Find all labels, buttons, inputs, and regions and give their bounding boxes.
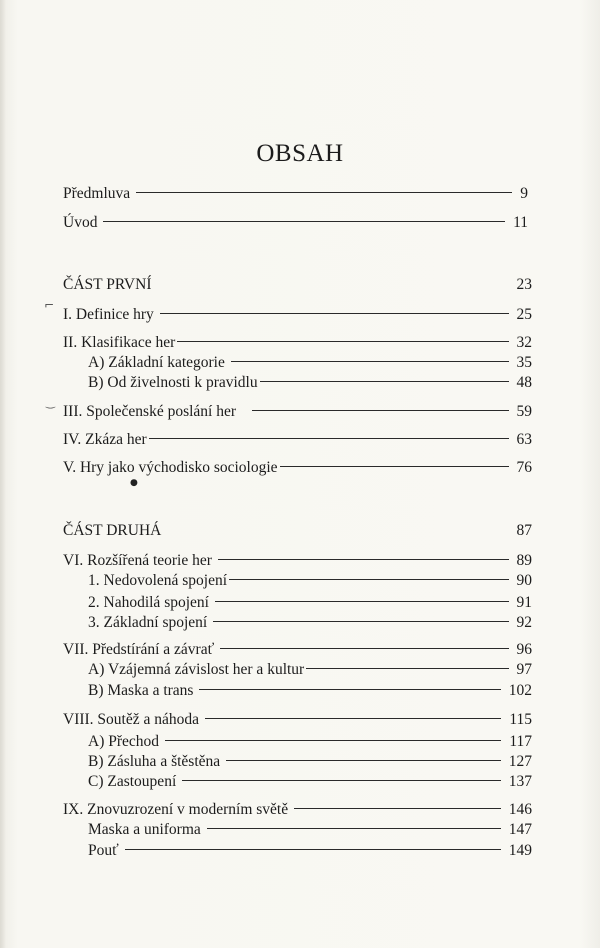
toc-entry-chapter xyxy=(63,800,532,820)
toc-leader-line xyxy=(125,849,501,850)
toc-leader-line xyxy=(226,760,501,761)
toc-entry-section xyxy=(88,593,532,613)
toc-entry-page: 90 xyxy=(516,572,532,589)
toc-entry-page: 146 xyxy=(508,801,532,818)
toc-entry-page: 48 xyxy=(516,374,532,391)
toc-leader-line xyxy=(177,341,508,342)
toc-leader-line xyxy=(149,438,509,439)
toc-entry-label: A) Základní kategorie xyxy=(88,354,225,371)
toc-entry-label: A) Přechod xyxy=(88,733,160,750)
toc-entry-label: Úvod xyxy=(63,214,98,231)
toc-leader-line xyxy=(103,221,505,222)
toc-entry-label: II. Klasifikace her xyxy=(63,334,176,351)
toc-entry-section xyxy=(88,732,532,752)
toc-leader-line xyxy=(207,828,501,829)
toc-entry-label: III. Společenské poslání her xyxy=(63,403,237,420)
toc-entry-section xyxy=(88,660,532,680)
toc-part-label: ČÁST PRVNÍ xyxy=(63,276,152,293)
toc-leader-line xyxy=(215,601,509,602)
toc-leader-line xyxy=(218,559,509,560)
toc-entry-section xyxy=(88,752,532,772)
toc-entry-chapter xyxy=(63,430,532,450)
ink-dot: ● xyxy=(130,478,138,488)
toc-entry-chapter xyxy=(63,305,532,325)
toc-entry-label: VIII. Soutěž a náhoda xyxy=(63,711,200,728)
toc-entry-label: 2. Nahodilá spojení xyxy=(88,594,209,611)
toc-entry-chapter xyxy=(63,458,532,478)
toc-leader-line xyxy=(306,668,508,669)
toc-entry-chapter xyxy=(63,333,532,353)
toc-entry-page: 35 xyxy=(516,354,532,371)
toc-entry-page: 63 xyxy=(516,431,532,448)
toc-leader-line xyxy=(294,808,501,809)
toc-part-1 xyxy=(63,275,532,295)
toc-entry-page: 117 xyxy=(509,733,532,750)
toc-entry-label: V. Hry jako východisko sociologie xyxy=(63,459,278,476)
toc-part-page: 87 xyxy=(516,522,532,539)
toc-entry-label: VI. Rozšířená teorie her xyxy=(63,552,212,569)
toc-entry-section xyxy=(88,613,532,633)
toc-entry-page: 149 xyxy=(508,842,532,859)
toc-entry-label: Maska a uniforma xyxy=(88,821,201,838)
toc-part-page: 23 xyxy=(516,276,532,293)
toc-entry-label: Předmluva xyxy=(63,185,131,202)
toc-leader-line xyxy=(229,579,508,580)
toc-entry-label: B) Od živelnosti k pravidlu xyxy=(88,374,258,391)
toc-entry-uvod xyxy=(63,213,528,233)
toc-entry-label: A) Vzájemná závislost her a kultur xyxy=(88,661,305,678)
toc-leader-line xyxy=(182,780,501,781)
toc-entry-section xyxy=(88,353,532,373)
toc-entry-page: 91 xyxy=(516,594,532,611)
toc-leader-line xyxy=(205,718,501,719)
toc-entry-section xyxy=(88,772,532,792)
toc-leader-line xyxy=(165,740,501,741)
toc-leader-line xyxy=(280,466,509,467)
toc-entry-page: 76 xyxy=(516,459,532,476)
toc-entry-chapter xyxy=(63,710,532,730)
toc-leader-line xyxy=(260,381,509,382)
toc-entry-page: 127 xyxy=(508,753,532,770)
toc-entry-page: 59 xyxy=(516,403,532,420)
toc-entry-section xyxy=(88,681,532,701)
toc-leader-line xyxy=(231,361,509,362)
toc-entry-page: 32 xyxy=(516,334,532,351)
toc-entry-page: 147 xyxy=(508,821,532,838)
toc-entry-page: 137 xyxy=(508,773,532,790)
toc-entry-label: VII. Předstírání a závrať xyxy=(63,641,215,658)
toc-leader-line xyxy=(160,313,509,314)
toc-entry-page: 9 xyxy=(520,185,528,202)
toc-leader-line xyxy=(220,648,508,649)
toc-leader-line xyxy=(252,410,508,411)
toc-entry-section xyxy=(88,820,532,840)
toc-entry-section xyxy=(88,373,532,393)
toc-entry-page: 89 xyxy=(516,552,532,569)
toc-entry-label: I. Definice hry xyxy=(63,306,154,323)
toc-entry-page: 102 xyxy=(508,682,532,699)
toc-entry-chapter xyxy=(63,640,532,660)
toc-entry-label: IV. Zkáza her xyxy=(63,431,147,448)
toc-entry-label: B) Maska a trans xyxy=(88,682,194,699)
pen-mark: ⌐ xyxy=(44,298,55,312)
toc-entry-section xyxy=(88,841,532,861)
toc-entry-label: Pouť xyxy=(88,842,119,859)
toc-entry-chapter xyxy=(63,402,532,422)
toc-entry-label: 3. Základní spojení xyxy=(88,614,208,631)
toc-entry-page: 92 xyxy=(516,614,532,631)
pen-mark: ‿ xyxy=(46,396,55,409)
toc-entry-predmluva xyxy=(63,184,528,204)
toc-entry-label: IX. Znovuzrození v moderním světě xyxy=(63,801,289,818)
toc-entry-section xyxy=(88,571,532,591)
toc-entry-page: 11 xyxy=(513,214,528,231)
toc-leader-line xyxy=(136,192,512,193)
toc-entry-label: B) Zásluha a štěstěna xyxy=(88,753,221,770)
toc-entry-page: 97 xyxy=(516,661,532,678)
toc-part-2 xyxy=(63,521,532,541)
toc-part-label: ČÁST DRUHÁ xyxy=(63,522,162,539)
toc-entry-label: C) Zastoupení xyxy=(88,773,177,790)
toc-title: OBSAH xyxy=(256,140,344,167)
toc-leader-line xyxy=(199,689,500,690)
toc-entry-page: 96 xyxy=(516,641,532,658)
toc-entry-page: 115 xyxy=(509,711,532,728)
toc-entry-page: 25 xyxy=(516,306,532,323)
toc-leader-line xyxy=(213,621,508,622)
toc-entry-label: 1. Nedovolená spojení xyxy=(88,572,228,589)
toc-entry-chapter xyxy=(63,551,532,571)
